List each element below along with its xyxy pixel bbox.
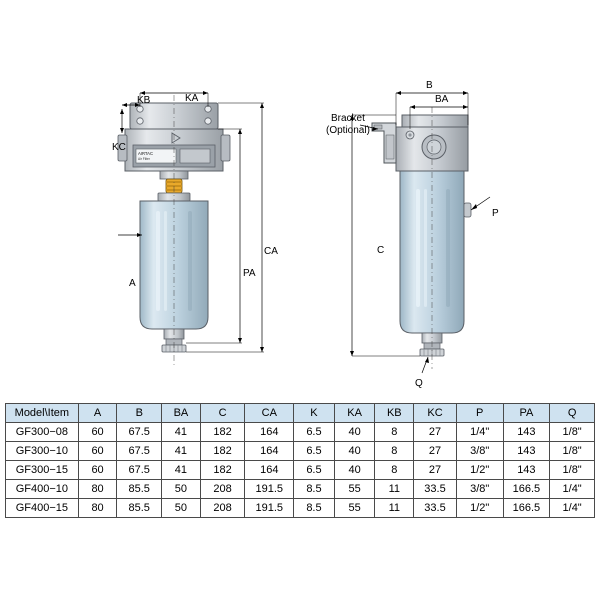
cell-q: 1/8" — [550, 442, 595, 461]
cell-q: 1/8" — [550, 423, 595, 442]
cell-p: 1/2" — [456, 461, 503, 480]
cell-k: 6.5 — [294, 442, 335, 461]
col-header-ka: KA — [334, 404, 375, 423]
label-bracket-optional: (Optional) — [326, 125, 370, 136]
label-p: P — [492, 208, 499, 219]
label-kc: KC — [112, 142, 126, 153]
col-header-ca: CA — [245, 404, 294, 423]
cell-a: 60 — [78, 442, 117, 461]
cell-ka: 40 — [334, 423, 375, 442]
cell-ka: 55 — [334, 480, 375, 499]
label-ka: KA — [185, 93, 199, 104]
cell-model: GF300−10 — [6, 442, 79, 461]
cell-pa: 143 — [503, 442, 550, 461]
cell-b: 85.5 — [117, 480, 162, 499]
table-row — [6, 461, 595, 480]
cell-p: 1/2" — [456, 499, 503, 518]
col-header-k: K — [294, 404, 335, 423]
cell-model: GF300−15 — [6, 461, 79, 480]
col-header-kb: KB — [375, 404, 414, 423]
cell-kb: 8 — [375, 423, 414, 442]
cell-kc: 27 — [414, 423, 457, 442]
table-header-row — [6, 404, 595, 423]
cell-k: 8.5 — [294, 480, 335, 499]
cell-c: 182 — [200, 461, 245, 480]
cell-kb: 11 — [375, 480, 414, 499]
cell-q: 1/4" — [550, 499, 595, 518]
cell-ba: 41 — [162, 461, 201, 480]
cell-model: GF400−15 — [6, 499, 79, 518]
svg-text:AIRTAC: AIRTAC — [138, 151, 153, 156]
col-header-pa: PA — [503, 404, 550, 423]
cell-c: 182 — [200, 423, 245, 442]
cell-kc: 27 — [414, 442, 457, 461]
cell-a: 80 — [78, 499, 117, 518]
cell-b: 67.5 — [117, 461, 162, 480]
cell-a: 60 — [78, 461, 117, 480]
table-row — [6, 442, 595, 461]
cell-ca: 191.5 — [245, 499, 294, 518]
cell-ka: 40 — [334, 461, 375, 480]
cell-p: 3/8" — [456, 442, 503, 461]
cell-ba: 50 — [162, 480, 201, 499]
cell-ca: 164 — [245, 461, 294, 480]
cell-k: 6.5 — [294, 423, 335, 442]
cell-kb: 11 — [375, 499, 414, 518]
label-b: B — [426, 80, 433, 91]
label-a: A — [129, 278, 136, 289]
cell-ka: 55 — [334, 499, 375, 518]
label-pa: PA — [243, 268, 256, 279]
cell-kc: 33.5 — [414, 480, 457, 499]
cell-b: 85.5 — [117, 499, 162, 518]
label-q: Q — [415, 378, 423, 389]
cell-b: 67.5 — [117, 423, 162, 442]
label-bracket: Bracket — [331, 113, 365, 124]
cell-pa: 143 — [503, 423, 550, 442]
col-header-p: P — [456, 404, 503, 423]
cell-a: 80 — [78, 480, 117, 499]
cell-kb: 8 — [375, 442, 414, 461]
cell-ca: 191.5 — [245, 480, 294, 499]
label-kb: KB — [137, 95, 151, 106]
cell-kb: 8 — [375, 461, 414, 480]
cell-p: 1/4" — [456, 423, 503, 442]
cell-ba: 50 — [162, 499, 201, 518]
col-header-c: C — [200, 404, 245, 423]
table-row — [6, 480, 595, 499]
cell-ca: 164 — [245, 442, 294, 461]
cell-pa: 143 — [503, 461, 550, 480]
col-header-ba: BA — [162, 404, 201, 423]
col-header-q: Q — [550, 404, 595, 423]
cell-q: 1/4" — [550, 480, 595, 499]
cell-c: 208 — [200, 499, 245, 518]
specification-table — [5, 403, 595, 518]
cell-p: 3/8" — [456, 480, 503, 499]
col-header-a: A — [78, 404, 117, 423]
col-header-kc: KC — [414, 404, 457, 423]
label-c: C — [377, 245, 385, 256]
table-row — [6, 423, 595, 442]
col-header-model: Model\Item — [6, 404, 79, 423]
cell-c: 182 — [200, 442, 245, 461]
cell-kc: 27 — [414, 461, 457, 480]
cell-k: 8.5 — [294, 499, 335, 518]
cell-q: 1/8" — [550, 461, 595, 480]
cell-ba: 41 — [162, 442, 201, 461]
cell-ka: 40 — [334, 442, 375, 461]
label-ba: BA — [435, 94, 449, 105]
left-view-drawing — [100, 85, 290, 395]
col-header-b: B — [117, 404, 162, 423]
svg-text:Air Filter: Air Filter — [138, 157, 150, 161]
cell-ba: 41 — [162, 423, 201, 442]
cell-kc: 33.5 — [414, 499, 457, 518]
cell-model: GF400−10 — [6, 480, 79, 499]
cell-c: 208 — [200, 480, 245, 499]
cell-a: 60 — [78, 423, 117, 442]
cell-pa: 166.5 — [503, 480, 550, 499]
cell-model: GF300−08 — [6, 423, 79, 442]
cell-k: 6.5 — [294, 461, 335, 480]
cell-pa: 166.5 — [503, 499, 550, 518]
label-ca: CA — [264, 246, 278, 257]
cell-b: 67.5 — [117, 442, 162, 461]
cell-ca: 164 — [245, 423, 294, 442]
table-row — [6, 499, 595, 518]
